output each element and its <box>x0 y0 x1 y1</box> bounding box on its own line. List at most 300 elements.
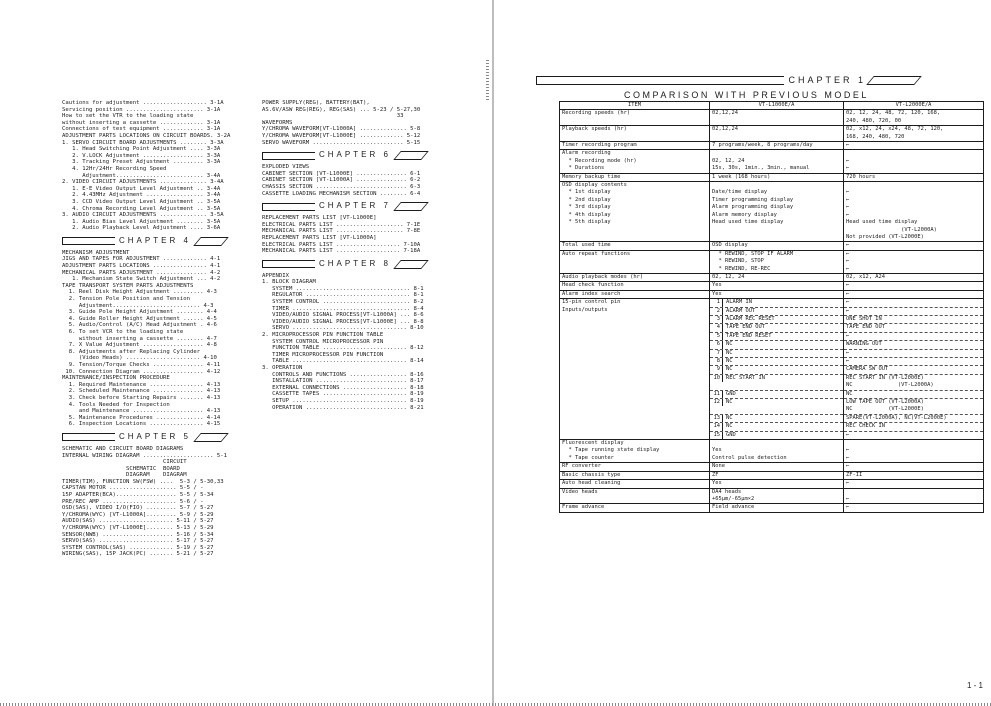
pin-number: 1 <box>712 299 723 306</box>
cell-item <box>560 382 710 390</box>
table-row <box>560 258 984 265</box>
toc-chapter-5-entries <box>62 446 252 558</box>
cell-item: * 3rd display <box>560 204 710 211</box>
cell-item: Memory backup time <box>560 173 710 181</box>
cell-new-model: 720 hours <box>844 173 984 181</box>
chapter-8-heading <box>262 259 452 270</box>
cell-item: 15-pin control pin <box>560 299 710 307</box>
pin-number: 2 <box>712 308 723 315</box>
cell-new-model: ← <box>844 358 984 366</box>
cell-new-model: NC <box>844 390 984 398</box>
cell-item: Auto repeat functions <box>560 250 710 258</box>
toc-entry: 3. Guide Pole Height Adjustment ........ 4-4 <box>62 309 217 316</box>
cell-old-model: Timer programming display <box>712 196 794 203</box>
cell-item: Alarm recording <box>560 150 710 158</box>
chapter-7-label: CHAPTER 7 <box>319 201 391 211</box>
toc-entry: Connections of test equipment ............ 3-1A <box>62 126 221 133</box>
pin-function: NC <box>726 341 733 348</box>
table-row <box>560 182 984 190</box>
pin-number: 9 <box>712 366 723 373</box>
toc-entry: 33 <box>262 113 404 120</box>
header-new-model: VT-L2000E/A <box>844 102 984 110</box>
cell-new-model: TAPE END OUT <box>844 324 984 332</box>
toc-chapter-7-entries <box>262 215 452 255</box>
cell-new-model: CAMERA SW OUT <box>844 366 984 374</box>
toc-entry: 2. Audio Playback Level Adjustment .... 3-6A <box>62 225 221 232</box>
toc-entry: CAPSTAN MOTOR .................... 5-5 / - <box>62 485 204 492</box>
toc-entry: SERVO WAVEFORM ........................... 5-15 <box>262 139 421 146</box>
toc-entry: OPERATION .............................. 8-21 <box>262 404 424 411</box>
cell-item: Frame advance <box>560 504 710 512</box>
cell-old-model: Alarm memory display <box>712 211 777 218</box>
toc-entry: 1. Reel Disk Height Adjustment ......... 4-3 <box>62 289 217 296</box>
comparison-title: COMPARISON WITH PREVIOUS MODEL <box>624 90 869 100</box>
cell-old-model <box>710 414 844 422</box>
cell-old-model: +65µm/-65µm×2 <box>712 495 755 502</box>
toc-entry: CHASSIS SECTION ........................... 6-3 <box>262 183 421 190</box>
pin-number: 4 <box>712 324 723 331</box>
toc-entry: CABINET SECTION [VT-L1000E] ............... 6-1 <box>262 170 421 177</box>
toc-entry: 4. Chroma Recording Level Adjustment .. 3-5A <box>62 205 221 212</box>
chapter-slash-mark <box>193 237 229 246</box>
cell-old-model <box>710 423 844 431</box>
pin-function: NC <box>726 358 733 364</box>
toc-entry: FUNCTION TABLE ......................... 8-12 <box>262 345 424 352</box>
cell-new-model: NC (VT-L2000A) <box>844 382 984 390</box>
toc-entry: REPLACEMENT PARTS LIST [VT-L1000A] <box>262 234 377 241</box>
cell-item: RF converter <box>560 463 710 471</box>
cell-item <box>560 324 710 332</box>
toc-entry: REGULATOR ............................... 8-1 <box>262 292 424 299</box>
toc-column-2 <box>262 100 452 411</box>
table-row <box>560 250 984 258</box>
cell-new-model: ← <box>844 431 984 439</box>
cell-new-model: ← <box>844 299 984 307</box>
cell-item: Fluorescent display <box>560 440 710 448</box>
toc-entry: VIDEO/AUDIO SIGNAL PROCESS[VT-L1000E] ... 8-8 <box>262 318 424 325</box>
cell-item: * Durations <box>560 165 710 173</box>
toc-chapter-8-entries <box>262 273 452 411</box>
cell-item: Inputs/outputs <box>560 307 710 315</box>
table-row <box>560 332 984 340</box>
toc-entry: 5. Audio/Control (A/C) Head Adjustment . 4-6 <box>62 322 217 329</box>
cell-old-model <box>710 431 844 439</box>
toc-entry: TIMER(TIM), FUNCTION SW(FSW) .... 5-3 / 5-30,33 <box>62 478 224 485</box>
table-row <box>560 324 984 332</box>
cell-item: Alarm index search <box>560 290 710 298</box>
chapter-slash-mark <box>393 202 429 211</box>
toc-entry: 1. SERVO CIRCUIT BOARD ADJUSTMENTS ........ 3-3A <box>62 139 224 146</box>
page-number: 1 - 1 <box>966 681 983 691</box>
cell-old-model <box>710 358 844 366</box>
table-row <box>560 273 984 281</box>
cell-item: * Recording mode (hr) <box>560 158 710 165</box>
toc-entry: Y/CHROMA WAVEFORM[VT-L1000A] .............. 5-8 <box>262 126 421 133</box>
cell-old-model: 7 programs/week, 8 programs/day <box>710 142 844 150</box>
cell-old-model <box>710 234 844 242</box>
toc-entry: VIDEO/AUDIO SIGNAL PROCESS[VT-L1000A] ... 8-6 <box>262 312 424 319</box>
table-row <box>560 234 984 242</box>
cell-new-model: ← <box>844 332 984 340</box>
table-row <box>560 173 984 181</box>
cell-item <box>560 414 710 422</box>
cell-new-model: (VT-L2000A) <box>844 227 984 234</box>
cell-new-model: ← <box>844 197 984 204</box>
comparison-table <box>559 101 984 513</box>
toc-entry: 1. BLOCK DIAGRAM <box>262 279 316 286</box>
table-row <box>560 447 984 454</box>
cell-old-model <box>710 374 844 382</box>
pin-function: TAPE END RESET <box>726 332 772 339</box>
toc-chapter-3-entries <box>62 100 252 232</box>
cell-old-model <box>710 341 844 349</box>
toc-entry: 3. OPERATION <box>262 365 303 371</box>
pin-function: ALARM IN <box>726 299 752 306</box>
cell-new-model: ← <box>844 496 984 504</box>
chapter-4-heading <box>62 236 252 247</box>
cell-item <box>560 341 710 349</box>
cell-item <box>560 332 710 340</box>
cell-item <box>560 266 710 274</box>
table-row <box>560 290 984 298</box>
cell-old-model <box>710 332 844 340</box>
pin-function: NC <box>726 399 733 406</box>
cell-item <box>560 315 710 323</box>
chapter-slash-mark <box>393 260 429 269</box>
table-row <box>560 488 984 496</box>
toc-entry: TIMER ................................... 8-4 <box>262 305 424 312</box>
pin-function: NC <box>726 414 733 421</box>
cell-item <box>560 234 710 242</box>
pin-function: ALARM REC RESET <box>726 315 775 322</box>
toc-entry: Adjustment.......................... 4-3 <box>62 302 214 309</box>
toc-entry: MAINTENANCE/INSPECTION PROCEDURE <box>62 375 170 382</box>
toc-entry: WIRING(SAS), 15P JACK(PC) ....... 5-21 / 5-27 <box>62 551 214 558</box>
cell-new-model: 02, 12, 24, 48, 72, 120, 168, <box>844 110 984 118</box>
table-row <box>560 358 984 366</box>
cell-item: OSD display contents <box>560 182 710 190</box>
cell-new-model: ← <box>844 212 984 219</box>
cell-item: Audio playback modes (hr) <box>560 273 710 281</box>
cell-old-model: Control pulse detection <box>712 454 787 461</box>
left-page-toc <box>0 0 494 706</box>
cell-new-model: ← <box>844 204 984 211</box>
chapter-6-label: CHAPTER 6 <box>319 150 391 160</box>
cell-item: Auto head cleaning <box>560 480 710 488</box>
toc-entry: SYSTEM CONTROL(SAS) ............. 5-19 / 5-27 <box>62 544 214 551</box>
cell-old-model: Yes <box>710 282 844 290</box>
cell-item <box>560 399 710 407</box>
toc-entry: SERVO(SAS) ...................... 5-17 / 5-27 <box>62 538 214 545</box>
toc-entry: and Maintenance ..................... 4-13 <box>62 408 221 415</box>
chapter-1-heading <box>536 74 918 86</box>
table-row <box>560 282 984 290</box>
toc-entry: MECHANICAL PARTS ADJUSTMENT ............... 4-2 <box>62 269 221 276</box>
pin-number: 13 <box>712 415 723 422</box>
toc-entry: 3. CCD Video Output Level Adjustment .. 3-5A <box>62 198 221 205</box>
table-row <box>560 423 984 431</box>
pin-number: 5 <box>712 333 723 340</box>
table-row <box>560 315 984 323</box>
table-row <box>560 406 984 414</box>
cell-old-model: Yes <box>712 447 722 454</box>
cell-old-model: None <box>710 463 844 471</box>
toc-entry: Servicing position ....................... 3-1A <box>62 106 221 113</box>
pin-function: NC <box>726 349 733 356</box>
toc-entry: without inserting a cassette ............. 3-1A <box>62 119 221 126</box>
cell-new-model <box>844 150 984 158</box>
table-row <box>560 118 984 126</box>
toc-entry: MECHANISM ADJUSTMENT <box>62 249 130 256</box>
toc-entry: SYSTEM .................................. 8-1 <box>262 285 424 292</box>
cell-item: * 5th display <box>560 219 710 226</box>
toc-entry: 10. Connection Diagram .................. 4-12 <box>62 368 221 375</box>
toc-entry: How to set the VTR to the loading state <box>62 113 194 120</box>
toc-entry: 1. Required Maintenance ................ 4-13 <box>62 381 221 388</box>
table-row <box>560 431 984 439</box>
cell-old-model: Alarm programming display <box>712 204 794 211</box>
table-header-row <box>560 102 984 110</box>
chapter-slash-mark <box>393 151 429 160</box>
toc-entry: 1. Head Switching Point Adjustment .... 3-3A <box>62 146 221 153</box>
cell-item <box>560 406 710 414</box>
cell-item: * 4th display <box>560 212 710 219</box>
table-row <box>560 197 984 204</box>
chapter-bar <box>62 433 115 441</box>
toc-entry: EXPLODED VIEWS <box>262 164 310 171</box>
pin-function: ALARM OUT <box>726 307 756 314</box>
toc-entry: 2. Tension Pole Position and Tension <box>62 296 190 303</box>
toc-entry: INTERNAL WIRING DIAGRAM ..................... 5-1 <box>62 452 228 459</box>
pin-number: 11 <box>712 391 723 398</box>
toc-entry: MECHANICAL PARTS LIST ................... 7-18A <box>262 248 421 255</box>
table-row <box>560 399 984 407</box>
table-row <box>560 504 984 512</box>
table-row <box>560 463 984 471</box>
cell-old-model <box>710 307 844 315</box>
toc-entry: SCHEMATIC AND CIRCUIT BOARD DIAGRAMS <box>62 445 184 452</box>
chapter-bar <box>262 203 315 211</box>
toc-entry: ELECTRICAL PARTS LIST .................... 7-1E <box>262 221 421 228</box>
toc-entry: APPENDIX <box>262 272 289 279</box>
cell-item <box>560 227 710 234</box>
toc-entry: 2. 4.43MHz Adjustment ................. 3-4A <box>62 192 221 199</box>
cell-new-model: ← <box>844 455 984 463</box>
cell-item <box>560 431 710 439</box>
toc-entry: 2. VIDEO CIRCUIT ADJUSTMENTS .............. 3-4A <box>62 179 224 186</box>
cell-new-model: ← <box>844 189 984 196</box>
toc-entry: (Video Heads) ...................... 4-10 <box>62 355 217 362</box>
cell-old-model: 15s, 30s, 1min., 3min., manual <box>712 165 810 172</box>
cell-old-model <box>710 440 844 448</box>
toc-entry: Y/CHROMA(WYC) [VT-L1000A]......... 5-9 / 5-29 <box>62 511 214 518</box>
cell-new-model: 240, 480, 720, 00 <box>844 118 984 126</box>
pin-function: GND <box>726 431 736 438</box>
cell-new-model: ← <box>844 142 984 150</box>
table-row <box>560 299 984 307</box>
cell-old-model <box>710 118 844 126</box>
toc-entry: SYSTEM CONTROL .......................... 8-2 <box>262 299 424 306</box>
toc-entry: 8. Adjustments after Replacing Cylinder <box>62 348 201 355</box>
cell-old-model: * REWIND, RE-REC <box>712 265 771 272</box>
cell-old-model: Yes <box>710 290 844 298</box>
toc-entry: 2. MICROPROCESSOR PIN FUNCTION TABLE <box>262 332 384 339</box>
table-row <box>560 307 984 315</box>
right-page-comparison <box>494 0 991 706</box>
cell-new-model: ← <box>844 242 984 250</box>
cell-item: Timer recording program <box>560 142 710 150</box>
pin-function: NC <box>726 423 733 430</box>
header-item: ITEM <box>560 102 710 110</box>
table-row <box>560 110 984 118</box>
cell-new-model: 168, 240, 480, 720 <box>844 134 984 142</box>
toc-entry: 3. Tracking Preset Adjustment ......... 3-3A <box>62 159 221 166</box>
toc-entry: 4. Guide Roller Height Adjustment ...... 4-5 <box>62 315 217 322</box>
toc-entry: 3. AUDIO CIRCUIT ADJUSTMENTS .............. 3-5A <box>62 212 224 219</box>
table-row <box>560 455 984 463</box>
cell-item: * 1st display <box>560 189 710 196</box>
cell-new-model: LOW TAPE OUT (VT-L2000A) <box>844 399 984 407</box>
toc-chapter-6-entries <box>262 164 452 197</box>
cell-item: * Tape counter <box>560 455 710 463</box>
table-row <box>560 204 984 211</box>
toc-entry: 9. Tension/Torque Checks ............... 4-11 <box>62 361 221 368</box>
pin-number: 10 <box>712 375 723 382</box>
cell-old-model <box>710 315 844 323</box>
toc-entry: 5. Maintenance Procedures .............. 4-14 <box>62 414 221 421</box>
cell-new-model: 02, x12, A24 <box>844 273 984 281</box>
toc-entry: DIAGRAM DIAGRAM <box>62 472 187 479</box>
toc-entry: TAPE TRANSPORT SYSTEM PARTS ADJUSTMENTS <box>62 282 194 289</box>
cell-item: Basic chassis type <box>560 471 710 479</box>
toc-chapter-4-entries <box>62 250 252 428</box>
toc-entry: Adjustment.......................... 3-4A <box>62 172 221 179</box>
cell-old-model <box>710 227 844 234</box>
pin-number: 7 <box>712 350 723 357</box>
table-row <box>560 126 984 134</box>
cell-old-model <box>710 390 844 398</box>
cell-new-model: REC START IN (VT-L2000E) <box>844 374 984 382</box>
toc-entry: 1. Audio Bias Level Adjustment ........ 3-5A <box>62 218 221 225</box>
chapter-1-label: CHAPTER 1 <box>788 74 866 85</box>
cell-item <box>560 374 710 382</box>
toc-entry: Y/CHROMA WAVEFORM[VT-L1000E] ............. 5-12 <box>262 132 421 139</box>
toc-entry: Cautions for adjustment ................... 3-1A <box>62 100 224 106</box>
toc-entry: ADJUSTMENT PARTS LOCATIONS ON CIRCUIT BOARDS. 3-2A <box>62 132 231 139</box>
cell-old-model <box>710 406 844 414</box>
chapter-bar <box>262 260 315 268</box>
cell-old-model: Yes <box>710 480 844 488</box>
toc-entry: TABLE .................................. 8-14 <box>262 358 424 365</box>
cell-new-model: NC (VT-L2000E) <box>844 406 984 414</box>
chapter-4-label: CHAPTER 4 <box>119 236 191 246</box>
cell-old-model: Head used time display <box>712 219 784 226</box>
chapter-bar <box>262 152 315 160</box>
pin-number: 6 <box>712 341 723 348</box>
cell-item <box>560 390 710 398</box>
toc-entry: SERVO .................................. 8-10 <box>262 325 424 332</box>
toc-entry: 6. Inspection Locations ................ 4-15 <box>62 421 221 428</box>
cell-item: Playback speeds (hr) <box>560 126 710 134</box>
toc-entry: EXTERNAL CONNECTIONS ................... 8-18 <box>262 384 424 391</box>
cell-old-model <box>710 349 844 357</box>
cell-item <box>560 118 710 126</box>
table-row <box>560 142 984 150</box>
cell-new-model: ← <box>844 258 984 265</box>
cell-item: Head check function <box>560 282 710 290</box>
toc-entry: 2. Scheduled Maintenance ............... 4-13 <box>62 388 221 395</box>
cell-old-model: 02,12,24 <box>710 110 844 118</box>
cell-new-model: ← <box>844 165 984 173</box>
pin-function: GND <box>726 390 736 397</box>
table-row <box>560 158 984 165</box>
table-row <box>560 390 984 398</box>
cell-item: * Tape running state display <box>560 447 710 454</box>
table-row <box>560 349 984 357</box>
cell-item: Video heads <box>560 488 710 496</box>
cell-old-model <box>710 399 844 407</box>
toc-entry: PRE/REC AMP ...................... 5-6 / - <box>62 498 204 505</box>
chapter-slash-mark <box>866 76 922 85</box>
table-row <box>560 366 984 374</box>
pin-number: 8 <box>712 358 723 365</box>
cell-old-model: * REWIND, STOP IF ALARM <box>710 250 844 258</box>
cell-new-model: ← <box>844 282 984 290</box>
cell-item: Recording speeds (hr) <box>560 110 710 118</box>
table-row <box>560 219 984 226</box>
toc-entry: CONTROLS AND FUNCTIONS ................. 8-16 <box>262 371 424 378</box>
toc-entry: AUDIO(SAS) ...................... 5-11 / 5-27 <box>62 518 214 525</box>
toc-entry: AS.6V/ASW REG(REG), REG(SAS) ... 5-23 / 5-27,30 <box>262 106 421 113</box>
toc-entry: POWER SUPPLY(REG), BATTERY(BAT), <box>262 100 370 106</box>
toc-entry: CASSETTE LOADING MECHANISM SECTION ........ 6-4 <box>262 190 421 197</box>
toc-entry: 15P ADAPTER(BCA).................. 5-5 / 5-34 <box>62 492 214 499</box>
pin-number: 12 <box>712 399 723 406</box>
toc-entry: Y/CHROMA(WYC) [VT-L1000E]........ 5-13 / 5-29 <box>62 525 214 532</box>
chapter-bar <box>62 237 115 245</box>
toc-entry: ADJUSTMENT PARTS LOCATIONS ................ 4-1 <box>62 263 221 270</box>
cell-item <box>560 423 710 431</box>
chapter-bar <box>536 76 784 85</box>
toc-entry: INSTALLATION ........................... 8-17 <box>262 378 424 385</box>
pin-function: REC START IN <box>726 374 765 381</box>
table-row <box>560 480 984 488</box>
cell-new-model: SPARE(VT-L2000A), NC(VT-L2000E) <box>844 414 984 422</box>
table-row <box>560 440 984 448</box>
toc-entry: ELECTRICAL PARTS LIST ................... 7-10A <box>262 241 421 248</box>
toc-column-1 <box>62 100 252 558</box>
cell-new-model: ZF-II <box>844 471 984 479</box>
cell-new-model: ← <box>844 504 984 512</box>
toc-entry: 7. X Value Adjustment .................. 4-8 <box>62 342 217 349</box>
cell-old-model: Date/time display <box>712 189 768 196</box>
cell-item <box>560 366 710 374</box>
cell-item <box>560 496 710 504</box>
toc-entry: MECHANICAL PARTS LIST .................... 7-8E <box>262 228 421 235</box>
toc-entry: 1. Mechanism State Switch Adjustment ... 4-2 <box>62 276 221 283</box>
cell-new-model: ← <box>844 349 984 357</box>
table-row <box>560 266 984 274</box>
cell-new-model: ← <box>844 266 984 274</box>
table-row <box>560 165 984 173</box>
pin-number: 3 <box>712 316 723 323</box>
cell-old-model <box>710 134 844 142</box>
chapter-5-label: CHAPTER 5 <box>119 432 191 442</box>
table-row <box>560 382 984 390</box>
table-row <box>560 374 984 382</box>
cell-old-model <box>710 366 844 374</box>
cell-old-model: ZF <box>710 471 844 479</box>
